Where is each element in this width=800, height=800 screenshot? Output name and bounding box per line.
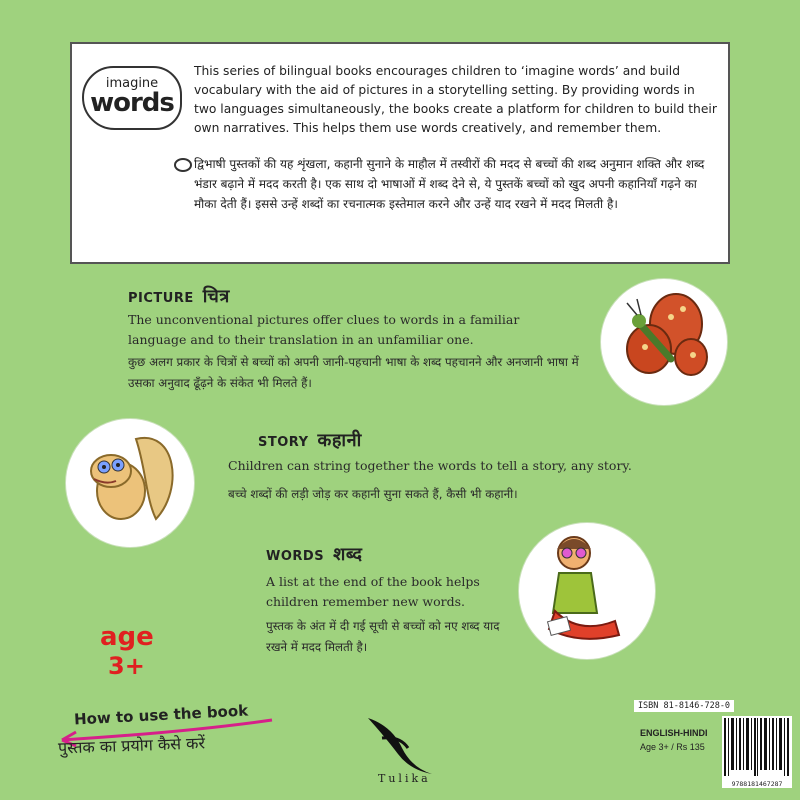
story-text-en: Children can string together the words to tell a story, any story. [228, 458, 632, 473]
tulika-bird-logo-icon [362, 708, 442, 778]
howto-en: How to use the book [73, 701, 249, 729]
story-title-hi: कहानी [317, 430, 362, 451]
story-text-hi: बच्चे शब्दों की लड़ी जोड़ कर कहानी सुना सकते हैं, कैसी भी कहानी। [228, 487, 518, 501]
publisher-name: Tulika [378, 772, 431, 785]
story-heading [258, 428, 362, 452]
story-title-en: STORY [258, 435, 309, 450]
imagine-words-logo [82, 66, 182, 130]
howto-hi: पुस्तक का प्रयोग कैसे करें [57, 733, 206, 758]
butterfly-icon [601, 279, 727, 405]
isbn-label: ISBN 81-8146-728-0 [634, 700, 734, 712]
intro-hindi-text: द्विभाषी पुस्तकों की यह शृंखला, कहानी सुनाने के माहौल में तस्वीरों की मदद से बच्चों की शब्द अनुमान शक्ति और शब्द भंडार बढ़ाने में मदद करती है। एक साथ दो भाषाओं में शब्द देने से, ये पुस्तकें बच्चों को खुद अपनी कहानियाँ गढ़ने का मौका देती हैं। इससे उन्हें शब्दों का रचनात्मक इस्तेमाल करने और उन्हें याद रखने में मदद मिलती है। [194, 157, 705, 211]
barcode-icon [724, 718, 790, 776]
picture-text-en: The unconventional pictures offer clues to words in a familiar language and to their translation in an unfamiliar one. [128, 312, 520, 347]
logo-imagine-text: imagine [105, 76, 159, 91]
words-heading [266, 542, 362, 566]
picture-text-hi: कुछ अलग प्रकार के चित्रों से बच्चों को अपनी जानी-पहचानी भाषा के शब्द पहचानने और अनजानी भाषा में उसका अनुवाद ढूँढ़ने के संकेत भी मिलते हैं। [128, 355, 579, 390]
intro-english-text: This series of bilingual books encourages children to ‘imagine words’ and build vocabulary with the aid of pictures in a storytelling setting. By providing words in two languages simultaneously, the books create a platform for children to build their own narratives. This helps them use words creatively, and remember them. [194, 64, 717, 135]
words-text-hi: पुस्तक के अंत में दी गई सूची से बच्चों को नए शब्द याद रखने में मदद मिलती है। [266, 619, 500, 654]
age-label: age [100, 622, 154, 652]
squirrel-illustration [65, 418, 195, 548]
age-value: 3+ [108, 652, 145, 680]
words-title-en: WORDS [266, 549, 325, 564]
edition-label: ENGLISH-HINDI [640, 728, 708, 738]
butterfly-illustration [600, 278, 728, 406]
barcode-number: 9788181467287 [731, 780, 783, 788]
intro-box [70, 42, 730, 264]
words-text-en: A list at the end of the book helps children remember new words. [266, 574, 480, 609]
price-label: Age 3+ / Rs 135 [640, 742, 705, 752]
thought-bubble-icon [174, 158, 192, 172]
squirrel-icon [66, 419, 194, 547]
picture-title-hi: चित्र [202, 286, 230, 307]
words-title-hi: शब्द [333, 544, 363, 565]
girl-icon [519, 523, 655, 659]
barcode [722, 716, 792, 788]
picture-title-en: PICTURE [128, 291, 194, 306]
logo-words-text: words [90, 88, 174, 118]
girl-writing-illustration [518, 522, 656, 660]
picture-heading [128, 284, 230, 308]
